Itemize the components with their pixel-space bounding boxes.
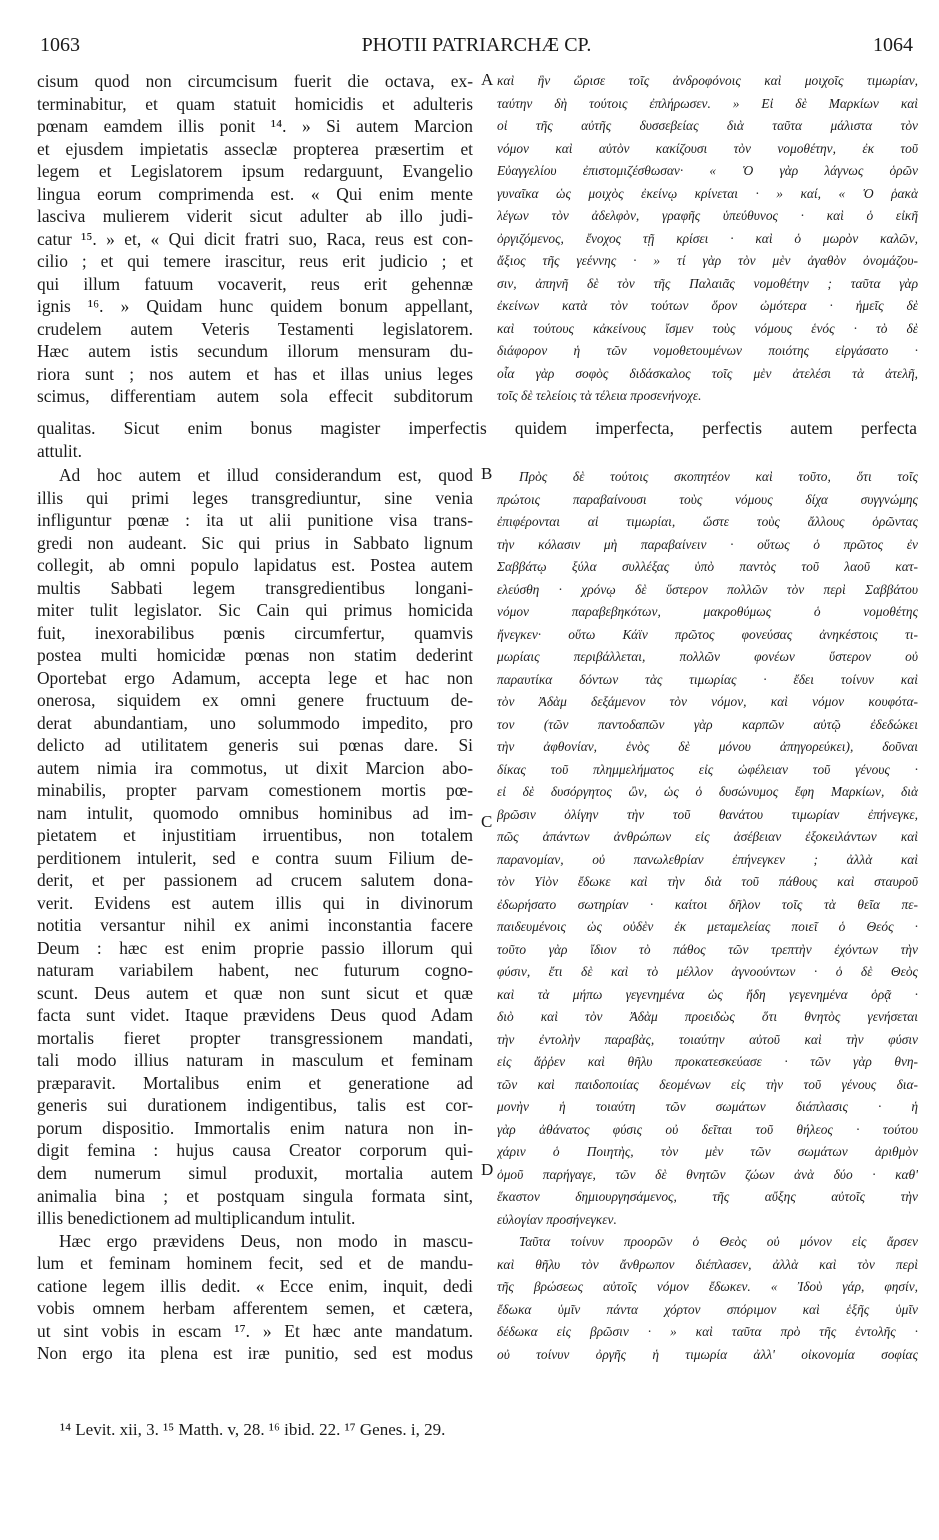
margin-marker-a: A (481, 70, 494, 89)
text-line: διάφορον ἡ τῶν νομοθετουμένων ποιότης εἰργάσατο · (497, 343, 918, 358)
text-line: χάριν ὁ Ποιητὴς, τὸν μὲν τῶν σωμάτων ἀριθμὸν (497, 1144, 918, 1159)
text-line: cisum quod non circumcisum fuerit die octava, ex- (37, 71, 473, 91)
text-line: legem et Legislatorem ipsum redarguunt, Evangelio (37, 161, 473, 181)
text-line: ἄξιος τῆς γεέννης · » τί γὰρ τὸν μὲν ἀγαθὸν ὀνομάζου- (497, 253, 918, 268)
text-line: εἰ δὲ δυσόργητος ὢν, ὡς ὁ δυσώνυμος ἔφη Μαρκίων, διὰ (497, 784, 918, 799)
text-line: καὶ θῆλυ τὸν ἄνθρωπον διέπλασεν, ἀλλὰ καὶ τὸν περὶ (497, 1256, 918, 1272)
text-line: lasciva mulierem viderit sicut adulter ab illo judi- (37, 206, 473, 226)
text-line: καὶ ἣν ὥρισε τοῖς ἀνδροφόνοις καὶ μοιχοῖς τιμωρίαν, (497, 73, 918, 88)
running-title: PHOTII PATRIARCHÆ CP. (361, 34, 592, 56)
text-line: riora sunt ; nos autem et has et illas unius leges (37, 363, 473, 384)
text-line: præparavit. Mortalibus enim et generatione ad (37, 1072, 473, 1093)
text-line: παραυτίκα δόντων τὰς τιμωρίας · ἔδει τοίνυν καὶ (497, 671, 918, 687)
margin-marker-c: C (481, 812, 493, 831)
text-line: γὰρ ἀθάνατος φύσις οὐ δεῖται τοῦ θήλεος · τούτου (497, 1121, 918, 1137)
text-line: et ejusdem impietatis asseclæ propterea præsertim et (37, 138, 473, 159)
running-header (40, 34, 913, 64)
greek-column-bottom (497, 466, 918, 1366)
text-line: λέγων τὸν ἀδελφὸν, γραφῆς ὑπεύθυνος · καὶ ὁ εἰκῆ (497, 208, 918, 223)
text-line: Oportebat ergo Adamum, accepta lege et hac non (37, 667, 473, 688)
text-line: illis qui primi leges transgrediuntur, sine venia (37, 487, 473, 508)
text-line: derit, et per passionem ad crucem salutem dona- (37, 870, 473, 891)
text-line: facta sunt videt. Itaque prævidens Deus quod Adam (37, 1005, 473, 1026)
text-line: miter tulit legislator. Sic Cain qui primus homicida (37, 600, 473, 621)
text-line: παιδευμένοις ὡς οὐδὲν ἐκ μεταμελείας ποιεῖ ὁ Θεός · (497, 919, 918, 934)
text-line: πρώτοις παραβαίνουσι τοὺς νόμους δίχα συγγνώμης (497, 491, 918, 507)
text-line: μωρίαις περιβάλλεται, πολλῶν φονέων ὕστερον οὐ (497, 649, 918, 664)
text-line: derat abundantiam, uno solummodo impedito, pro (37, 712, 473, 733)
text-line: qualitas. Sicut enim bonus magister imperfectis quidem imperfecta, perfectis autem perfecta (37, 418, 917, 438)
text-line: διὸ καὶ τὸν Ἀδὰμ προειδὼς ὅτι θνητὸς γενήσεται (497, 1009, 918, 1024)
text-line: τὸν Ἀδὰμ δεξάμενον τὸν νόμον, καὶ νόμον κουφότα- (497, 694, 918, 709)
text-line: pœnam eamdem illis ponit ¹⁴. » Si autem Marcion (37, 116, 473, 136)
footnotes: ¹⁴ Levit. xii, 3. ¹⁵ Matth. v, 28. ¹⁶ ibid. 22. ¹⁷ Genes. i, 29. (60, 1420, 446, 1439)
text-line: terminabitur, et quam statuit homicidis et adulteris (37, 93, 473, 114)
text-line: catione legem illis dedit. « Ecce enim, inquit, dedi (37, 1275, 473, 1296)
text-line: ελεύσθη · χρόνῳ δὲ ὕστερον πολλῶν τὸν περὶ Σαββάτου (497, 581, 918, 597)
text-line: delicto ad utilitatem generis sui pœnas dare. Si (37, 735, 473, 756)
text-line: ὁμοῦ παρήγαγε, τῶν δὲ θνητῶν ζώων ἀνὰ δύο · καθ' (497, 1166, 918, 1182)
text-line: ignis ¹⁶. » Quidam hunc quidem bonum appellant, (37, 296, 473, 316)
right-page-number: 1064 (873, 34, 913, 56)
text-line: τὸν Υἱὸν ἔδωκε καὶ τὴν διὰ τοῦ πάθους καὶ σταυροῦ (497, 874, 918, 889)
text-line: animalia bina ; et postquam singula formata sint, (37, 1185, 473, 1206)
text-line: pietatem et injustitiam irruentibus, non totalem (37, 825, 473, 846)
text-line: τοῦτο γὰρ ἴδιον τὸ πάθος τῶν τρεπτὴν ἐχόντων τὴν (497, 941, 918, 957)
text-line: γυναῖκα ὡς μοιχὸς ἐκείνῳ κρίνεται · » καί, « Ὁ ῥακὰ (497, 185, 918, 201)
text-line: Ταῦτα τοίνυν προορῶν ὁ Θεὸς οὐ μόνον εἰς ἄρσεν (519, 1234, 918, 1249)
text-line: δέδωκα εἰς βρῶσιν · » καὶ ταῦτα πρὸ τῆς ἐντολῆς · (497, 1324, 918, 1339)
text-line: verit. Evidens est autem illis qui in divinorum (37, 892, 473, 913)
text-line: tali modo illius naturam in masculum et feminam (37, 1050, 473, 1071)
text-line: catur ¹⁵. » et, « Qui dicit fratri suo, Raca, reus est con- (37, 228, 473, 249)
text-line: ἐπιφέρονται αἱ τιμωρίαι, ὥστε τοὺς ἄλλους ὁρῶντας (497, 514, 918, 529)
text-line: σιν, ἀπηνῆ δὲ τὸν τῆς Παλαιᾶς νομοθέτην ; ταῦτα γὰρ (497, 275, 918, 291)
text-line: crudelem autem Veteris Testamenti legislatorem. (37, 318, 473, 339)
text-line: fuit, inexorabilibus pœnis circumfertur, quamvis (37, 622, 473, 643)
text-line: δίκας τοῦ πλημμελήματος εἰς ὠφέλειαν τοῦ γένους · (497, 761, 918, 777)
text-line: τὴν κόλασιν μὴ παραβαίνειν · οὕτως ὁ πρῶτος ἐν (497, 536, 918, 552)
text-line: φύσιν, ἔτι δὲ καὶ τὸ μέλλον ἀγνοούντων · ὁ δὲ Θεὸς (497, 964, 918, 979)
text-line: μονὴν ἡ τοιαύτη τῶν σωμάτων διάπλασις · ἡ (497, 1099, 918, 1114)
left-page-number: 1063 (40, 34, 80, 56)
text-line: ἐκείνων κατὰ τὸν τούτων ὅρον ὠμότερα · ἡμεῖς δὲ (497, 298, 918, 313)
text-line: multis Sabbati legem transgredientibus longani- (37, 577, 473, 598)
text-line: scimus, differentiam autem sola effecit subditorum (37, 386, 473, 406)
text-line: Non ergo ita plena est iræ punitio, sed est modus (37, 1343, 473, 1364)
text-line: εὐλογίαν προσήνεγκεν. (497, 1211, 617, 1227)
text-line: generis sui durationem indigentibus, talis est cor- (37, 1095, 473, 1116)
text-line: καὶ τὰ μήπω γεγενημένα ὡς ἤδη γεγενημένα ὁρᾷ · (497, 986, 918, 1002)
text-line: attulit. (37, 440, 82, 461)
text-line: Πρὸς δὲ τούτοις σκοπητέον καὶ τοῦτο, ὅτι τοῖς (519, 469, 918, 484)
text-line: παρανομίαν, οὐ πανωλεθρίαν ἐπήνεγκεν ; ἀλλὰ καὶ (497, 851, 918, 867)
text-line: νόμον καὶ αὐτὸν κακίζουσι τὸν νομοθέτην, ἐκ τοῦ (497, 140, 918, 156)
text-line: naturam variabilem habent, nec futurum cogno- (37, 960, 473, 981)
text-line: onerosa, siquidem ex omni genere fructuum de- (37, 690, 473, 711)
text-line: βρῶσιν ὀλίγην τὴν τοῦ θανάτου τιμωρίαν ἐπήνεγκε, (497, 806, 918, 822)
text-line: nam intulit, quomodo omnibus hominibus ad im- (37, 802, 473, 823)
full-width-line (37, 417, 917, 462)
text-line: illis benedictionem ad multiplicandum intulit. (37, 1208, 356, 1229)
text-line: minabilis, propter parvam comestionem mortis pœ- (37, 780, 473, 801)
text-line: perditionem intulerit, sed e contra suum Filium de- (37, 847, 473, 868)
text-line: νόμον παραβεβηκότων, μακροθύμως ὁ νομοθέτης (497, 604, 918, 619)
text-line: vobis omnem herbam afferentem semen, et cætera, (37, 1298, 473, 1319)
latin-column-bottom (37, 464, 473, 1365)
text-line: εἰς ἄῤῥεν καὶ θῆλυ προκατεσκεύασε · τῶν γὰρ θνη- (497, 1054, 918, 1069)
text-line: τον (τῶν παντοδαπῶν γὰρ καρπῶν αὐτῷ ἐδεδώκει (497, 716, 918, 732)
text-line: πῶς ἁπάντων ἀνθρώπων εἰς ἀσέβειαν ἐξοκειλάντων καὶ (497, 829, 918, 844)
text-line: scunt. Deus autem et quæ non sunt sicut et quæ (37, 982, 473, 1003)
text-line: ἔδωκα ὑμῖν πάντα χόρτον σπόριμον καὶ ἑξῆς ὑμῖν (497, 1301, 918, 1317)
text-line: τῶν καὶ παιδοποιίας δεομένων εἰς τὴν τοῦ γένους δια- (497, 1076, 918, 1092)
text-line: digit femina : hujus causa Creator corporum qui- (37, 1140, 473, 1161)
text-line: notitia versantur nihil ex animi inconstantia facere (37, 915, 473, 936)
text-line: τὴν ἀφθονίαν, ἑνὸς δὲ μόνου ἀπηγορεύκει), δοῦναι (497, 739, 918, 754)
text-line: Σαββάτῳ ξύλα συλλέξας ὑπὸ παντὸς τοῦ λαοῦ κατ- (497, 559, 918, 574)
text-line: Ad hoc autem et illud considerandum est, quod (59, 465, 473, 485)
text-line: καὶ τούτους κἀκείνους ἴσμεν τοὺς νόμους ἑνός · τὸ δὲ (497, 320, 918, 336)
text-line: porum dispositio. Immortalis enim natura non in- (37, 1117, 473, 1138)
text-line: τοῖς δὲ τελείοις τὰ τέλεια προσενήνοχε. (497, 388, 702, 403)
text-line: collegit, ab omni populo lapidatus est. Postea autem (37, 555, 473, 576)
text-line: Εὐαγγελίου ἐπιστομιζέσθωσαν· « Ὁ γὰρ λάγνως ὁρῶν (497, 163, 918, 178)
text-line: οἱ τῆς αὐτῆς δυσσεβείας διὰ ταῦτα μάλιστα τὸν (497, 118, 918, 133)
text-line: ἐδωρήσατο σωτηρίαν · καίτοι δῆλον τοῖς τὰ θεῖα πε- (497, 896, 918, 912)
text-line: dem numerum simul produxit, mortalia autem (37, 1162, 473, 1183)
text-line: postea multi homicidæ pœnas non statim dederint (37, 645, 473, 666)
text-line: lingua eorum comprimenda est. « Qui enim mente (37, 183, 473, 204)
text-line: οἷα γὰρ σοφὸς διδάσκαλος τοῖς μὲν ἀτελέσι τὰ ἀτελῆ, (497, 365, 918, 381)
latin-column-top (37, 70, 473, 408)
text-line: ἕκαστον δημιουργησάμενος, τῆς αὔξης αὐτοῖς τὴν (497, 1189, 918, 1204)
text-line: cilio ; et qui temere irascitur, reus erit judicio ; et (37, 251, 473, 271)
margin-marker-d: D (481, 1160, 494, 1179)
text-line: Hæc autem istis secundum illorum mensuram du- (37, 341, 473, 361)
text-line: ἤνεγκεν· οὕτω Κάϊν πρῶτος φονεύσας ἀνηκέστοις τι- (497, 626, 918, 642)
text-line: ταύτην δὴ τούτοις ἐπλήρωσεν. » Εἰ δὲ Μαρκίων καὶ (497, 95, 918, 111)
text-line: lum et feminam hominem fecit, sed et de mandu- (37, 1253, 473, 1274)
text-line: τῆς βρώσεως αὐτοῖς νόμον ἔδωκεν. « Ἰδοὺ γάρ, φησίν, (497, 1279, 918, 1294)
text-line: gredi non audeant. Sic qui prius in Sabbato lignum (37, 532, 473, 553)
text-line: ὀργιζόμενος, ἔνοχος τῇ κρίσει · καὶ ὁ μωρὸν καλῶν, (497, 230, 918, 246)
greek-column-top (497, 70, 918, 408)
text-line: Deum : hæc est enim proprie passio illorum qui (37, 937, 473, 958)
text-line: qui illum fatuum vocaverit, reus erit gehennæ (37, 273, 473, 294)
text-line: τὴν ἐντολὴν παραβὰς, τοιαύτην αὐτοῦ καὶ τὴν φύσιν (497, 1031, 918, 1047)
text-line: autem nimia ira commotus, ut dixit Marcion abo- (37, 757, 473, 778)
text-line: infliguntur pœnæ : ita ut alii punitione visa trans- (37, 510, 473, 531)
text-line: mortalis fieret propter transgressionem mandati, (37, 1027, 473, 1048)
text-line: Hæc ergo prævidens Deus, non modo in mascu- (59, 1230, 473, 1251)
margin-marker-b: B (481, 464, 493, 483)
text-line: ut sint vobis in escam ¹⁷. » Et hæc ante mandatum. (37, 1320, 473, 1341)
text-line: οὐ τοίνυν ὀργῆς ἡ τιμωρία ἀλλ' οἰκονομία σοφίας (497, 1346, 918, 1362)
